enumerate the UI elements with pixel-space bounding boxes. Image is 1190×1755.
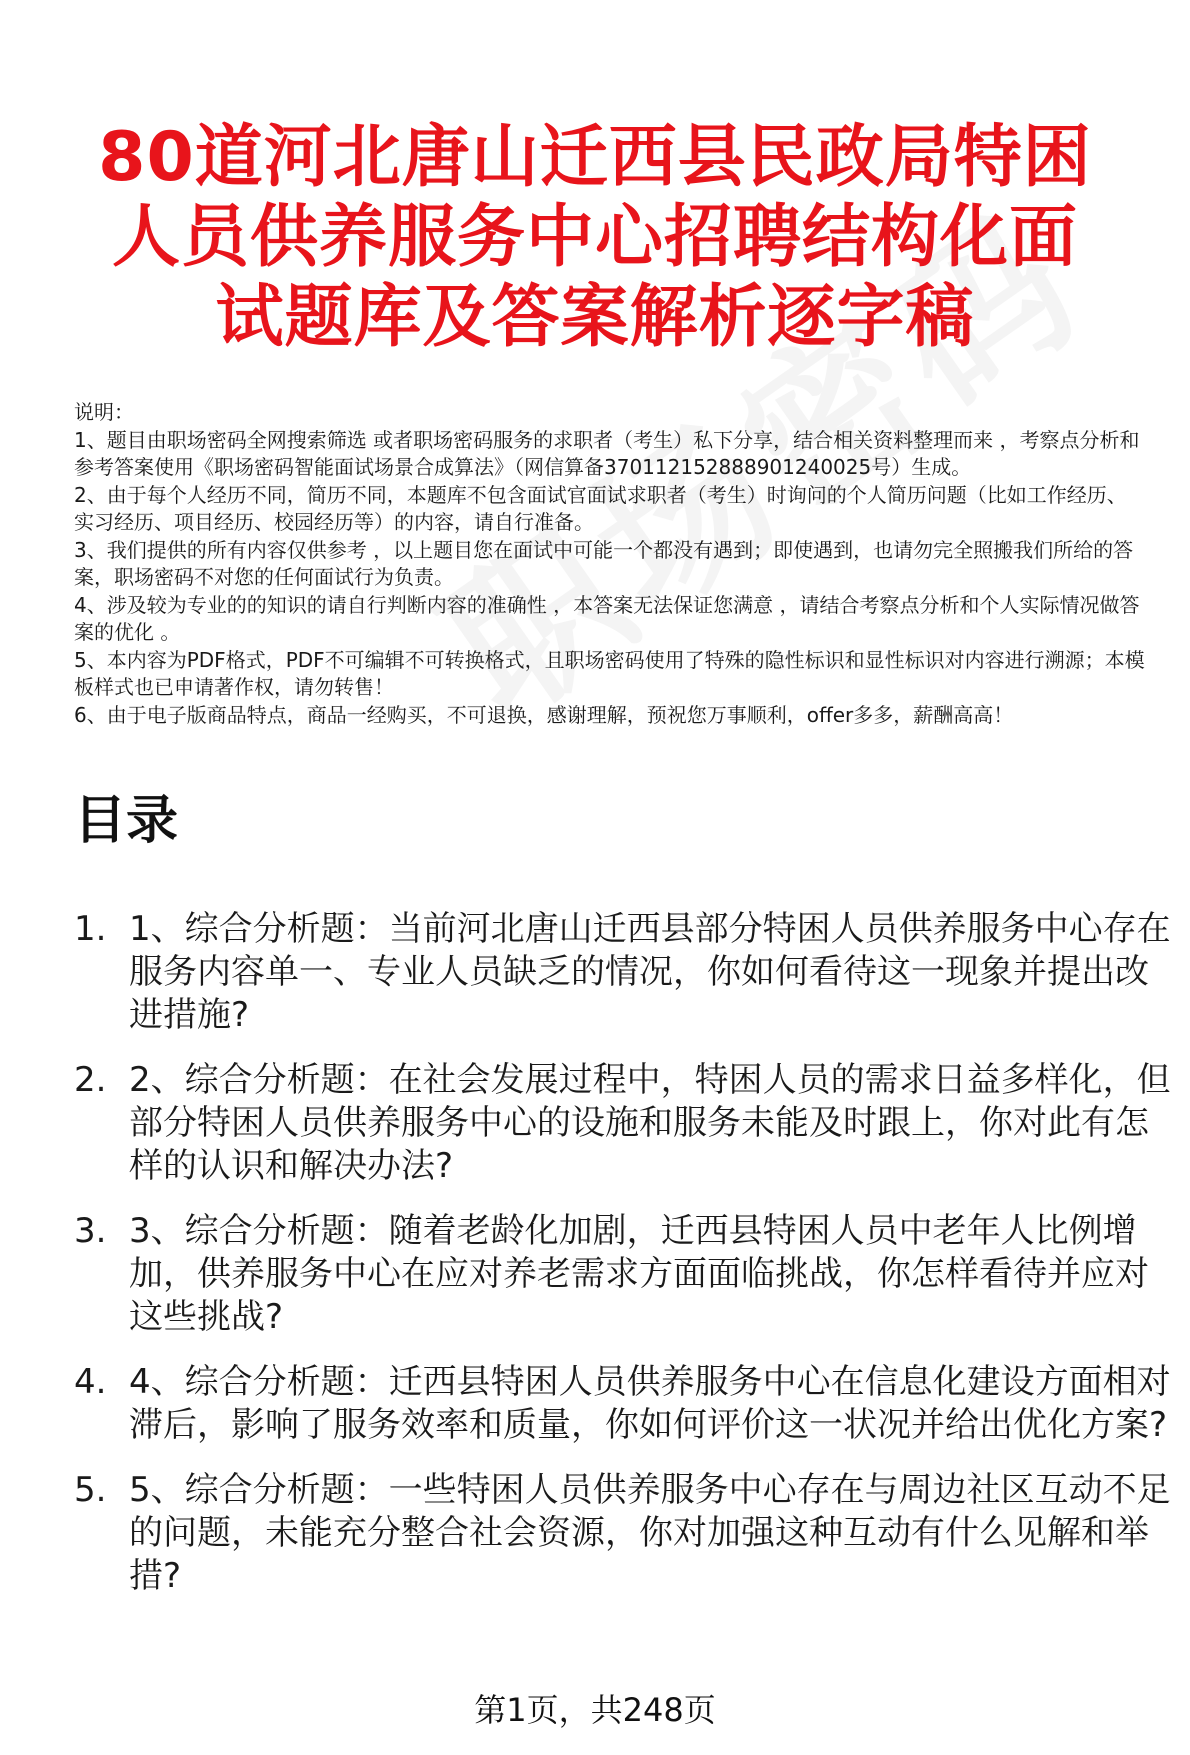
toc-item-number: 3. (74, 1211, 107, 1251)
notes-section (74, 399, 1146, 729)
toc-list (74, 908, 1174, 1620)
page-footer: 第1页，共248页 (474, 1691, 716, 1729)
notes-item: 5、本内容为PDF格式，PDF不可编辑不可转换格式，且职场密码使用了特殊的隐性标识和显性标识对内容进行溯源；本模板样式也已申请著作权，请勿转售！ (74, 647, 1145, 699)
toc-item-text[interactable]: 4、综合分析题：迁西县特困人员供养服务中心在信息化建设方面相对滞后，影响了服务效率和质量，你如何评价这一状况并给出优化方案? (129, 1362, 1171, 1445)
toc-item[interactable] (74, 908, 1174, 1037)
toc-item[interactable] (74, 1361, 1174, 1447)
toc-heading: 目录 (74, 791, 179, 851)
toc-item[interactable] (74, 1469, 1174, 1598)
toc-item-number: 2. (74, 1060, 107, 1100)
toc-item[interactable] (74, 1210, 1174, 1339)
notes-item: 4、涉及较为专业的的知识的请自行判断内容的准确性 ，本答案无法保证您满意 ，请结合考察点分析和个人实际情况做答案的优化 。 (74, 592, 1140, 644)
toc-item-number: 4. (74, 1362, 107, 1402)
notes-item: 2、由于每个人经历不同，简历不同，本题库不包含面试官面试求职者（考生）时询问的个人简历问题（比如工作经历、实习经历、项目经历、校园经历等）的内容，请自行准备。 (74, 482, 1127, 534)
toc-item-number: 5. (74, 1470, 107, 1510)
notes-item: 6、由于电子版商品特点，商品一经购买，不可退换，感谢理解，预祝您万事顺利，offer多多，薪酬高高！ (74, 702, 1014, 727)
toc-item-number: 1. (74, 909, 107, 949)
toc-item-text[interactable]: 3、综合分析题：随着老龄化加剧，迁西县特困人员中老年人比例增加，供养服务中心在应对养老需求方面面临挑战，你怎样看待并应对这些挑战? (129, 1211, 1149, 1337)
document-title: 80道河北唐山迁西县民政局特困人员供养服务中心招聘结构化面试题库及答案解析逐字稿 (98, 118, 1092, 357)
toc-item-text[interactable]: 1、综合分析题：当前河北唐山迁西县部分特困人员供养服务中心存在服务内容单一、专业人员缺乏的情况，你如何看待这一现象并提出改进措施? (129, 909, 1171, 1035)
notes-item: 3、我们提供的所有内容仅供参考 ，以上题目您在面试中可能一个都没有遇到；即使遇到，也请勿完全照搬我们所给的答案，职场密码不对您的任何面试行为负责。 (74, 537, 1134, 589)
toc-item-text[interactable]: 2、综合分析题：在社会发展过程中，特困人员的需求日益多样化，但部分特困人员供养服务中心的设施和服务未能及时跟上，你对此有怎样的认识和解决办法? (129, 1060, 1171, 1186)
toc-item[interactable] (74, 1059, 1174, 1188)
toc-item-text[interactable]: 5、综合分析题：一些特困人员供养服务中心存在与周边社区互动不足的问题，未能充分整合社会资源，你对加强这种互动有什么见解和举措? (129, 1470, 1171, 1596)
notes-item: 1、题目由职场密码全网搜索筛选 或者职场密码服务的求职者（考生）私下分享，结合相关资料整理而来 ，考察点分析和参考答案使用《职场密码智能面试场景合成算法》（网信算备370112152888901240025号）生成。 (74, 427, 1140, 479)
notes-heading: 说明： (74, 400, 134, 424)
